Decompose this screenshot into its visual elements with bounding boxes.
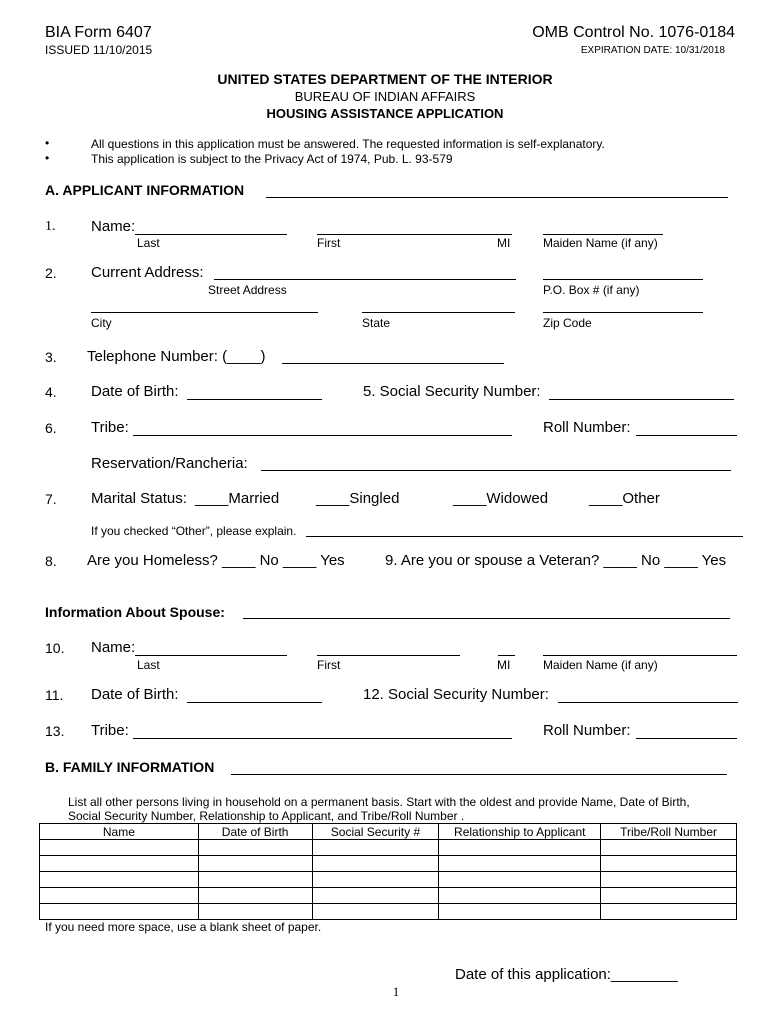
q1-number: 1. (45, 219, 56, 234)
q6-number: 6. (45, 420, 57, 436)
table-cell[interactable] (601, 840, 737, 856)
application-date[interactable]: Date of this application:________ (455, 966, 678, 983)
table-cell[interactable] (439, 904, 601, 920)
q11-label: Date of Birth: (91, 686, 179, 703)
table-cell[interactable] (198, 856, 312, 872)
table-cell[interactable] (40, 840, 199, 856)
q12-ssn-field[interactable] (558, 702, 738, 703)
section-a-heading: A. APPLICANT INFORMATION (45, 182, 245, 198)
page-number: 1 (392, 984, 400, 999)
q6-reservation-label: Reservation/Rancheria: (91, 455, 248, 472)
expiration-date: EXPIRATION DATE: 10/31/2018 (580, 45, 725, 56)
q12-label: 12. Social Security Number: (363, 686, 549, 703)
q2-city-field[interactable] (91, 312, 318, 313)
q2-state-caption: State (362, 316, 391, 330)
omb-control: OMB Control No. 1076-0184 (532, 24, 735, 41)
table-cell[interactable] (312, 840, 439, 856)
table-cell[interactable] (439, 888, 601, 904)
department-title: UNITED STATES DEPARTMENT OF THE INTERIOR (217, 71, 553, 87)
q2-label: Current Address: (91, 264, 204, 281)
table-cell[interactable] (40, 904, 199, 920)
spouse-rule (243, 618, 730, 619)
q2-street-field[interactable] (214, 279, 516, 280)
q2-city-caption: City (91, 316, 112, 330)
q13-roll-label: Roll Number: (543, 722, 631, 739)
more-space-note: If you need more space, use a blank sheet of paper. (45, 920, 322, 934)
q7-number: 7. (45, 491, 57, 507)
q10-mi-field[interactable] (498, 655, 515, 656)
table-cell[interactable] (198, 888, 312, 904)
q6-tribe-field[interactable] (133, 435, 512, 436)
table-cell[interactable] (312, 904, 439, 920)
table-cell[interactable] (312, 888, 439, 904)
q1-last-name-field[interactable] (135, 234, 287, 235)
q8-number: 8. (45, 553, 57, 569)
table-cell[interactable] (40, 888, 199, 904)
q7-married-option[interactable]: ____Married (195, 490, 280, 507)
q7-explain-label: If you checked “Other”, please explain. (91, 524, 297, 538)
q10-maiden-name-field[interactable] (543, 655, 737, 656)
form-name: BIA Form 6407 (45, 24, 152, 41)
column-header-ssn: Social Security # (312, 824, 439, 840)
q1-maiden-caption: Maiden Name (if any) (543, 236, 658, 250)
q1-last-caption: Last (137, 236, 160, 250)
q10-last-name-field[interactable] (135, 655, 287, 656)
q2-zip-field[interactable] (543, 312, 703, 313)
q9-veteran[interactable]: 9. Are you or spouse a Veteran? ____ No ____ Yes (385, 552, 727, 569)
table-cell[interactable] (439, 872, 601, 888)
table-row (40, 840, 737, 856)
q7-singled-option[interactable]: ____Singled (316, 490, 400, 507)
table-row (40, 872, 737, 888)
q10-first-name-field[interactable] (317, 655, 460, 656)
table-cell[interactable] (601, 904, 737, 920)
table-cell[interactable] (312, 872, 439, 888)
q11-number: 11. (45, 687, 64, 703)
column-header-dob: Date of Birth (198, 824, 312, 840)
issued-date: ISSUED 11/10/2015 (45, 43, 153, 57)
table-cell[interactable] (601, 872, 737, 888)
bureau-title: BUREAU OF INDIAN AFFAIRS (294, 89, 476, 104)
bullet-icon: • (45, 136, 50, 150)
spouse-heading: Information About Spouse: (45, 604, 225, 620)
q1-label: Name: (91, 218, 136, 235)
table-cell[interactable] (601, 856, 737, 872)
bullet-icon: • (45, 151, 50, 165)
q3-label: Telephone Number: (____) (87, 348, 266, 365)
q7-widowed-option[interactable]: ____Widowed (453, 490, 549, 507)
q10-label: Name: (91, 639, 136, 656)
q2-zip-caption: Zip Code (543, 316, 592, 330)
q6-label: Tribe: (91, 419, 129, 436)
table-cell[interactable] (40, 856, 199, 872)
section-b-instructions: List all other persons living in household on a permanent basis. Start with the oldest and provide Name, Date of Birth, (68, 795, 690, 809)
family-table (39, 823, 737, 920)
q7-label: Marital Status: (91, 490, 187, 507)
section-b-instructions: Social Security Number, Relationship to Applicant, and Tribe/Roll Number . (68, 809, 465, 823)
q3-telephone-field[interactable] (282, 363, 504, 364)
q2-pobox-field[interactable] (543, 279, 703, 280)
section-b-rule (231, 774, 727, 775)
q1-maiden-name-field[interactable] (543, 234, 663, 235)
q13-number: 13. (45, 723, 65, 739)
q11-dob-field[interactable] (187, 702, 322, 703)
q13-label: Tribe: (91, 722, 129, 739)
form-title: HOUSING ASSISTANCE APPLICATION (266, 106, 504, 121)
table-cell[interactable] (40, 872, 199, 888)
q13-roll-field[interactable] (636, 738, 737, 739)
table-cell[interactable] (439, 856, 601, 872)
q7-explain-field[interactable] (306, 536, 743, 537)
q2-number: 2. (45, 265, 57, 281)
column-header-tribe-roll: Tribe/Roll Number (601, 824, 737, 840)
instruction-bullet: All questions in this application must be answered. The requested information is self-explanatory. (91, 137, 605, 151)
q1-mi-caption: MI (497, 236, 511, 250)
q1-first-name-field[interactable] (317, 234, 512, 235)
q5-label: 5. Social Security Number: (363, 383, 541, 400)
column-header-name: Name (40, 824, 199, 840)
q10-last-caption: Last (137, 658, 160, 672)
table-cell[interactable] (198, 872, 312, 888)
q4-dob-field[interactable] (187, 399, 322, 400)
table-row (40, 904, 737, 920)
q10-mi-caption: MI (497, 658, 511, 672)
table-cell[interactable] (312, 856, 439, 872)
section-a-rule (266, 197, 728, 198)
q2-pobox-caption: P.O. Box # (if any) (543, 283, 640, 297)
table-cell[interactable] (198, 840, 312, 856)
q8-homeless[interactable]: Are you Homeless? ____ No ____ Yes (87, 552, 345, 569)
q5-ssn-field[interactable] (549, 399, 734, 400)
q13-tribe-field[interactable] (133, 738, 512, 739)
q6-roll-label: Roll Number: (543, 419, 631, 436)
q1-first-caption: First (317, 236, 341, 250)
q2-street-caption: Street Address (208, 283, 287, 297)
table-row (40, 856, 737, 872)
table-cell[interactable] (198, 904, 312, 920)
q3-number: 3. (45, 349, 57, 365)
q4-number: 4. (45, 384, 57, 400)
table-header-row (40, 824, 737, 840)
q4-label: Date of Birth: (91, 383, 179, 400)
table-cell[interactable] (439, 840, 601, 856)
q2-state-field[interactable] (362, 312, 515, 313)
q10-number: 10. (45, 640, 65, 656)
q7-other-option[interactable]: ____Other (589, 490, 660, 507)
q6-roll-field[interactable] (636, 435, 737, 436)
instruction-bullet: This application is subject to the Privacy Act of 1974, Pub. L. 93-579 (91, 152, 453, 166)
table-cell[interactable] (601, 888, 737, 904)
q6-reservation-field[interactable] (261, 470, 731, 471)
table-row (40, 888, 737, 904)
q10-maiden-caption: Maiden Name (if any) (543, 658, 658, 672)
q10-first-caption: First (317, 658, 341, 672)
section-b-heading: B. FAMILY INFORMATION (45, 759, 215, 775)
column-header-relationship: Relationship to Applicant (439, 824, 601, 840)
